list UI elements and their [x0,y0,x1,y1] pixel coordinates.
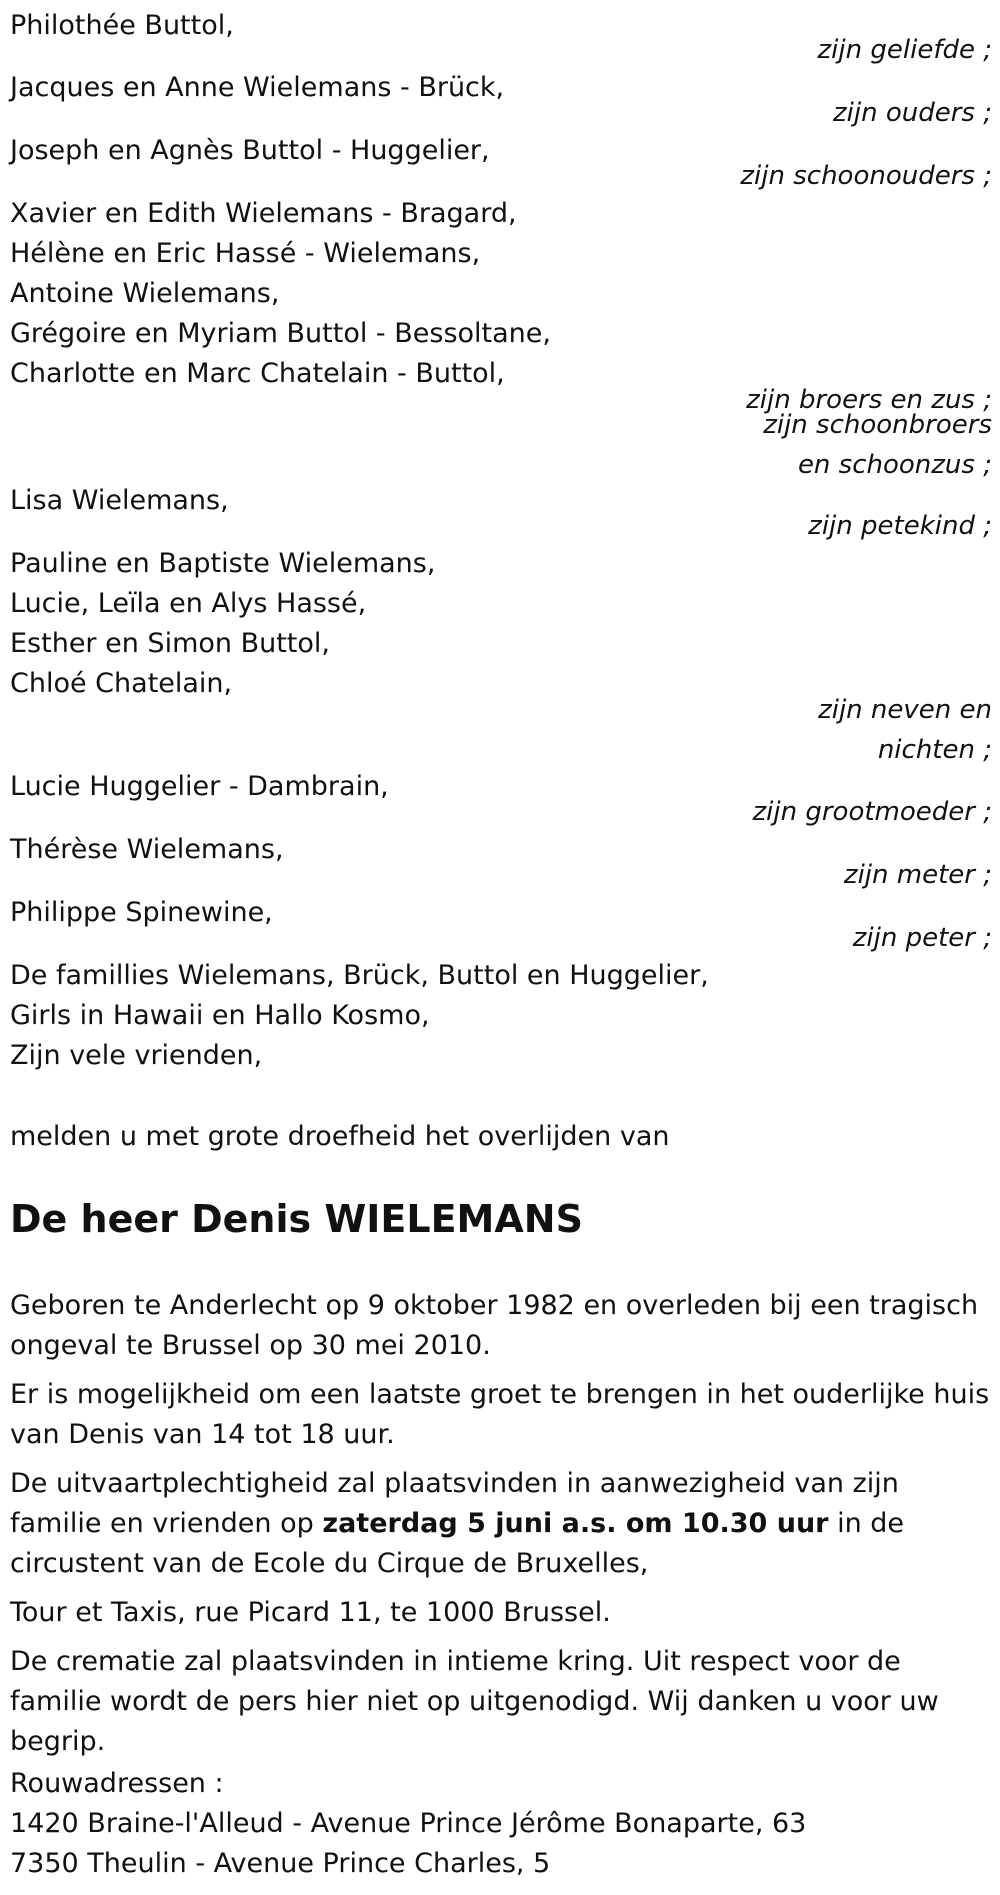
family-name-line: Jacques en Anne Wielemans - Brück, [10,72,505,103]
intro-text: melden u met grote droefheid het overlijden van [10,1121,670,1152]
family-name-line: Lucie Huggelier - Dambrain, [10,771,389,802]
ceremony-paragraph [10,1464,995,1584]
family-name-line: Zijn vele vrienden, [10,1040,263,1071]
relation-label: zijn grootmoeder ; [752,797,992,827]
relation-label: zijn schoonbroers [763,410,992,440]
address-paragraph: Tour et Taxis, rue Picard 11, te 1000 Brussel. [10,1597,611,1628]
relation-label: zijn meter ; [843,860,992,890]
family-name-line: Philothée Buttol, [10,10,234,41]
family-name-line: Joseph en Agnès Buttol - Huggelier, [10,135,490,166]
ceremony-location: in de circustent van de Ecole du Cirque de Bruxelles, [10,1508,905,1579]
family-name-line: Chloé Chatelain, [10,668,233,699]
family-name-line: Thérèse Wielemans, [10,834,284,865]
relation-label: nichten ; [877,735,992,765]
visit-paragraph: Er is mogelijkheid om een laatste groet te brengen in het ouderlijke huis van Denis van 14 tot 18 uur. [10,1379,990,1450]
birth-paragraph: Geboren te Anderlecht op 9 oktober 1982 en overleden bij een tragisch ongeval te Brussel op 30 mei 2010. [10,1290,979,1361]
relation-label: en schoonzus ; [797,450,992,480]
ceremony-text: De uitvaartplechtigheid zal plaatsvinden in aanwezigheid van zijn familie en vrienden op [10,1468,899,1539]
mourning-label: Rouwadressen : [10,1768,224,1799]
relation-label: zijn ouders ; [833,98,992,128]
family-name-line: Hélène en Eric Hassé - Wielemans, [10,238,481,269]
family-name-line: Esther en Simon Buttol, [10,628,330,659]
mourning-address: 1420 Braine-l'Alleud - Avenue Prince Jérôme Bonaparte, 63 [10,1808,807,1839]
mourning-address: 7350 Theulin - Avenue Prince Charles, 5 [10,1848,551,1879]
family-name-line: Charlotte en Marc Chatelain - Buttol, [10,358,505,389]
family-name-line: De famillies Wielemans, Brück, Buttol en Huggelier, [10,960,709,991]
family-name-line: Grégoire en Myriam Buttol - Bessoltane, [10,318,551,349]
family-name-line: Pauline en Baptiste Wielemans, [10,548,436,579]
cremation-paragraph: De crematie zal plaatsvinden in intieme kring. Uit respect voor de familie wordt de pers hier niet op uitgenodigd. Wij danken u voor uw begrip. [10,1646,939,1757]
family-name-line: Philippe Spinewine, [10,897,273,928]
family-name-line: Lisa Wielemans, [10,485,229,516]
relation-label: zijn geliefde ; [817,35,992,65]
relation-label: zijn schoonouders ; [740,161,992,191]
relation-label: zijn peter ; [852,923,992,953]
family-name-line: Antoine Wielemans, [10,278,280,309]
family-name-line: Xavier en Edith Wielemans - Bragard, [10,198,517,229]
deceased-name: De heer Denis WIELEMANS [10,1197,583,1241]
ceremony-date: zaterdag 5 juni a.s. om 10.30 uur [322,1508,829,1539]
family-name-line: Lucie, Leïla en Alys Hassé, [10,588,367,619]
family-name-line: Girls in Hawaii en Hallo Kosmo, [10,1000,430,1031]
relation-label: zijn neven en [818,695,992,725]
relation-label: zijn petekind ; [808,511,992,541]
relation-label: zijn broers en zus ; [746,385,992,415]
